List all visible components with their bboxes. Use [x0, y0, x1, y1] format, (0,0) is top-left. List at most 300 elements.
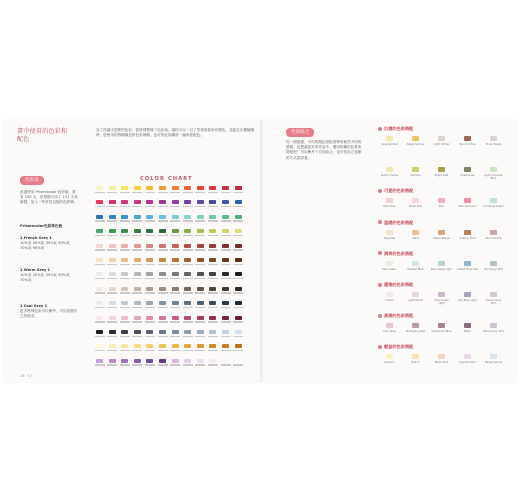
chart-swatch: [235, 287, 242, 291]
chart-swatch-caption: [170, 206, 180, 207]
chart-swatch: [209, 272, 216, 276]
chart-swatch: [222, 186, 229, 190]
chart-swatch: [121, 287, 128, 291]
combo-swatch: [438, 292, 445, 297]
combo-swatch: [490, 230, 497, 235]
chart-swatch: [184, 344, 191, 348]
chart-swatch-caption: [183, 350, 193, 351]
chart-swatch-caption: [95, 278, 105, 279]
chart-swatch: [121, 344, 128, 348]
chart-swatch: [235, 215, 242, 219]
chart-swatch-caption: [132, 278, 142, 279]
combo-swatch-name: Eggshell: [384, 236, 395, 240]
chart-swatch-caption: [145, 364, 155, 365]
chart-swatch: [235, 244, 242, 248]
chart-swatch: [235, 200, 242, 204]
chart-swatch: [222, 244, 229, 248]
chart-swatch: [159, 316, 166, 320]
combo-swatch-name: Light Cerulean Blue: [484, 174, 503, 181]
cool-grey-text: 更多特殊色彩可以參考，可以依據自己的需求。: [20, 309, 78, 319]
chart-swatch: [96, 244, 103, 248]
combo-swatch-name: Jasmine: [410, 174, 421, 178]
group-title: 高雅的色彩搭配: [384, 313, 414, 319]
chart-swatch-caption: [120, 307, 130, 308]
chart-swatch: [184, 229, 191, 233]
chart-swatch: [121, 200, 128, 204]
combo-swatch: [490, 167, 497, 172]
chart-swatch-caption: [233, 336, 243, 337]
chart-swatch-caption: [170, 264, 180, 265]
chart-swatch-caption: [233, 264, 243, 265]
chart-swatch-caption: [132, 350, 142, 351]
chart-swatch-caption: [221, 235, 231, 236]
chart-swatch: [109, 258, 116, 262]
chart-swatch-caption: [95, 364, 105, 365]
chart-swatch-caption: [132, 264, 142, 265]
chart-swatch-caption: [158, 307, 168, 308]
chart-swatch: [134, 344, 141, 348]
chart-swatch: [96, 200, 103, 204]
cool-grey-label: 1 Cool Grey 1: [20, 304, 48, 308]
chart-swatch-caption: [107, 350, 117, 351]
chart-swatch: [184, 272, 191, 276]
group-title: 沉穩的色彩搭配: [384, 126, 414, 131]
chart-swatch-caption: [120, 336, 130, 337]
combo-swatch-name: Pear Green: [382, 267, 397, 271]
chart-swatch-caption: [183, 220, 193, 221]
chart-swatch: [222, 287, 229, 291]
chart-swatch: [159, 272, 166, 276]
combo-swatch: [386, 198, 393, 203]
chart-swatch-caption: [195, 235, 205, 236]
chart-swatch-caption: [107, 364, 117, 365]
chart-swatch-caption: [208, 292, 218, 293]
chart-swatch-caption: [145, 307, 155, 308]
combo-swatch-name: Powder Blue: [407, 267, 424, 271]
chart-swatch: [184, 359, 191, 363]
chart-swatch-caption: [233, 235, 243, 236]
chart-swatch: [109, 186, 116, 190]
chart-swatch-caption: [158, 336, 168, 337]
chart-swatch-caption: [132, 292, 142, 293]
chart-swatch-caption: [195, 264, 205, 265]
chart-swatch-caption: [183, 321, 193, 322]
chart-swatch: [172, 301, 179, 305]
group-bullet-icon: [378, 283, 382, 287]
chart-swatch-caption: [158, 220, 168, 221]
chart-swatch-caption: [183, 336, 193, 337]
chart-swatch: [222, 258, 229, 262]
chart-swatch: [209, 359, 216, 363]
chart-swatch-caption: [145, 220, 155, 221]
chart-swatch: [96, 215, 103, 219]
chart-swatch: [184, 244, 191, 248]
combo-swatch: [490, 354, 497, 359]
chart-swatch: [159, 229, 166, 233]
combo-swatch-name: Light Umber: [433, 143, 450, 146]
chart-swatch: [134, 186, 141, 190]
combo-swatch-name: Grey Green Light: [434, 299, 449, 305]
chart-swatch-caption: [195, 336, 205, 337]
chart-swatch: [222, 359, 229, 363]
combo-swatch: [386, 323, 393, 328]
chart-swatch: [134, 359, 141, 363]
chart-swatch-caption: [120, 292, 130, 293]
chart-swatch-caption: [107, 278, 117, 279]
combo-swatch-name: Blush Pink: [408, 205, 423, 209]
chart-swatch-caption: [170, 220, 180, 221]
prismacolor-label: Prismacolor色鉛筆色號: [20, 224, 62, 228]
chart-swatch: [109, 287, 116, 291]
chart-swatch: [134, 200, 141, 204]
chart-swatch: [109, 359, 116, 363]
chart-swatch-caption: [95, 264, 105, 265]
combo-swatch: [412, 323, 419, 328]
chart-swatch: [121, 359, 128, 363]
combo-swatch-name: Spanish Pink: [459, 361, 476, 365]
chart-swatch-caption: [132, 235, 142, 236]
chart-swatch-caption: [107, 292, 117, 293]
chart-swatch-caption: [208, 206, 218, 207]
chart-swatch-caption: [95, 192, 105, 193]
chart-swatch-caption: [195, 249, 205, 250]
chart-swatch-caption: [95, 206, 105, 207]
chart-swatch: [209, 200, 216, 204]
chart-swatch: [134, 215, 141, 219]
combo-swatch-name: Burnt Ochre: [459, 143, 476, 146]
chart-swatch-caption: [120, 206, 130, 207]
chart-swatch: [96, 316, 103, 320]
chart-swatch: [184, 186, 191, 190]
chart-swatch: [172, 215, 179, 219]
chart-swatch: [184, 258, 191, 262]
chart-swatch-caption: [195, 278, 205, 279]
combo-swatch-name: Goldenrod Blue: [431, 330, 452, 334]
chart-swatch-caption: [221, 264, 231, 265]
chart-swatch-caption: [195, 307, 205, 308]
chart-swatch: [197, 359, 204, 363]
group-title: 溫暖的色彩搭配: [384, 219, 414, 225]
chart-swatch: [222, 215, 229, 219]
chart-swatch: [172, 200, 179, 204]
chart-swatch-caption: [170, 278, 180, 279]
chart-swatch: [222, 330, 229, 334]
chart-swatch-caption: [233, 292, 243, 293]
chart-swatch-caption: [120, 220, 130, 221]
combo-swatch-name: Beige Sienna: [406, 143, 424, 146]
chart-swatch-caption: [195, 292, 205, 293]
combo-swatch: [412, 292, 419, 297]
combo-swatch-name: Beige Sienna: [484, 361, 502, 365]
chart-swatch-caption: [120, 364, 130, 365]
chart-swatch: [96, 258, 103, 262]
chart-swatch-caption: [183, 192, 193, 193]
combo-swatch: [438, 323, 445, 328]
warm-grey-label: 1 Warm Grey 1: [20, 268, 51, 272]
chart-swatch-caption: [158, 249, 168, 250]
chart-swatch-caption: [132, 336, 142, 337]
chart-swatch: [197, 215, 204, 219]
combo-swatch-name: Blush Pink: [434, 361, 449, 365]
chart-swatch-caption: [120, 235, 130, 236]
chart-swatch: [209, 244, 216, 248]
chart-swatch: [209, 215, 216, 219]
chart-swatch-caption: [183, 206, 193, 207]
combo-swatch: [386, 136, 393, 141]
chart-swatch-caption: [170, 350, 180, 351]
group-title: 可愛的色彩搭配: [384, 188, 414, 194]
chart-swatch: [172, 229, 179, 233]
chart-swatch: [96, 301, 103, 305]
chart-swatch-caption: [120, 278, 130, 279]
chart-swatch: [197, 272, 204, 276]
chart-swatch-caption: [145, 278, 155, 279]
chart-swatch: [159, 287, 166, 291]
combo-swatch: [464, 136, 471, 141]
chart-swatch-caption: [107, 336, 117, 337]
combo-swatch: [386, 167, 393, 172]
chart-swatch-caption: [132, 220, 142, 221]
chart-swatch: [159, 301, 166, 305]
chart-swatch: [222, 229, 229, 233]
chart-swatch-caption: [107, 206, 117, 207]
chart-swatch: [121, 301, 128, 305]
chart-swatch: [184, 316, 191, 320]
chart-swatch: [146, 200, 153, 204]
chart-swatch-caption: [170, 192, 180, 193]
combo-swatch-name: Pink Rose: [383, 205, 396, 209]
combo-swatch-name: Light Peach: [407, 299, 424, 302]
chart-swatch: [235, 316, 242, 320]
chart-swatch: [159, 359, 166, 363]
combinations-intro: 同一個插畫，不同的顏色搭配會帶來截然不同的感覺，也想讓更多的作品中，運用相鄰的色系來搭配吧！可以參考下方的組合，也可依自己喜歡的方式試試看。: [286, 140, 362, 160]
combo-swatch: [438, 354, 445, 359]
combo-swatch-name: Blue Violet Light: [430, 267, 453, 271]
chart-swatch-caption: [208, 364, 218, 365]
chart-swatch-caption: [233, 307, 243, 308]
chart-swatch-caption: [107, 307, 117, 308]
combo-swatch-name: Cool Grey 20%: [483, 267, 504, 271]
chart-swatch-caption: [132, 364, 142, 365]
chart-swatch-caption: [145, 264, 155, 265]
chart-swatch-caption: [183, 364, 193, 365]
combo-swatch: [412, 198, 419, 203]
block-text: 此書使用 Prismacolor 色鉛筆，我有 150 支，但實際只用了 111 支來繪製，加上一些常見以後的色鉛筆。: [20, 190, 78, 205]
chart-swatch-caption: [132, 321, 142, 322]
chart-swatch-caption: [145, 292, 155, 293]
combo-swatch-name: Jasmine: [384, 361, 395, 365]
chart-swatch: [134, 258, 141, 262]
combo-swatch: [386, 230, 393, 235]
combo-swatch-name: Black: [463, 330, 472, 334]
combo-swatch: [464, 292, 471, 297]
chart-swatch-caption: [183, 235, 193, 236]
chart-swatch-caption: [208, 307, 218, 308]
chart-swatch: [146, 359, 153, 363]
combo-swatch: [412, 136, 419, 141]
chart-swatch-caption: [158, 235, 168, 236]
chart-swatch-caption: [208, 336, 218, 337]
chart-swatch-caption: [221, 206, 231, 207]
chart-swatch-caption: [145, 249, 155, 250]
combo-swatch-name: French Grey 10%: [485, 299, 502, 305]
chart-swatch: [146, 301, 153, 305]
chart-swatch-caption: [195, 321, 205, 322]
chart-swatch: [146, 344, 153, 348]
chart-swatch: [109, 272, 116, 276]
combo-swatch: [490, 323, 497, 328]
chart-swatch: [159, 186, 166, 190]
chart-swatch: [109, 301, 116, 305]
chart-swatch-caption: [120, 264, 130, 265]
chart-swatch-caption: [132, 307, 142, 308]
chart-swatch-caption: [221, 192, 231, 193]
chart-swatch-caption: [145, 235, 155, 236]
chart-swatch: [121, 330, 128, 334]
chart-swatch: [146, 229, 153, 233]
chart-swatch: [134, 330, 141, 334]
warm-grey-text: 10%灰 20%灰 30%灰 50%灰 70%灰: [20, 273, 70, 283]
chart-swatch-caption: [95, 249, 105, 250]
chart-swatch-caption: [170, 336, 180, 337]
chart-swatch-caption: [221, 350, 231, 351]
chart-swatch: [96, 344, 103, 348]
chart-swatch-caption: [145, 206, 155, 207]
chart-swatch-caption: [95, 235, 105, 236]
chart-swatch-caption: [107, 192, 117, 193]
chart-swatch-caption: [95, 321, 105, 322]
french-grey-text: 10%灰 20%灰 30%灰 50%灰 70%灰 90%灰: [20, 241, 70, 251]
combo-swatch-name: Sand: [412, 236, 419, 240]
chart-swatch-caption: [145, 336, 155, 337]
chart-swatch: [222, 316, 229, 320]
group-title: 優雅的色彩搭配: [384, 282, 414, 287]
chart-swatch-caption: [95, 307, 105, 308]
combo-swatch-name: Lemon Yellow: [380, 174, 399, 178]
chart-swatch: [159, 344, 166, 348]
chart-swatch-caption: [158, 364, 168, 365]
chart-swatch-caption: [233, 278, 243, 279]
book-gutter: [260, 120, 264, 382]
chart-swatch-caption: [145, 192, 155, 193]
chart-swatch: [235, 301, 242, 305]
combo-swatch-name: Pale Vermilion: [458, 205, 477, 209]
chart-swatch-caption: [132, 192, 142, 193]
chart-swatch-caption: [221, 278, 231, 279]
combo-swatch-name: Pink: [438, 205, 445, 209]
chart-swatch: [172, 244, 179, 248]
chart-swatch-caption: [208, 235, 218, 236]
chart-swatch: [209, 330, 216, 334]
chart-swatch: [146, 287, 153, 291]
chart-swatch: [184, 287, 191, 291]
chart-swatch: [134, 316, 141, 320]
combo-swatch-name: Spanish Red: [381, 143, 398, 146]
chart-swatch-caption: [120, 249, 130, 250]
chart-swatch: [222, 272, 229, 276]
chart-swatch-caption: [183, 278, 193, 279]
chart-swatch: [96, 330, 103, 334]
chart-swatch: [134, 272, 141, 276]
chart-swatch: [172, 186, 179, 190]
combo-swatch: [386, 292, 393, 297]
chart-swatch: [159, 258, 166, 262]
chart-swatch: [172, 258, 179, 262]
combo-swatch: [412, 230, 419, 235]
chart-swatch: [109, 344, 116, 348]
intro-text: 為了再讓出您要的色彩，我特別整理了色彩表，讓你可以一目了然看著我所有顏色，並能在反覆繪圖時，您使用的每種顏色的色彩號碼，也可依此再練習一遍所需配色。: [96, 128, 255, 138]
group-bullet-icon: [378, 127, 382, 131]
combo-swatch: [386, 354, 393, 359]
chart-swatch-caption: [170, 249, 180, 250]
chart-swatch-caption: [170, 307, 180, 308]
page-title: 畫中使用的色彩和配色: [17, 128, 68, 143]
chart-swatch: [146, 316, 153, 320]
chart-swatch: [109, 244, 116, 248]
chart-swatch-caption: [233, 249, 243, 250]
chart-swatch: [235, 229, 242, 233]
chart-swatch: [222, 301, 229, 305]
chart-swatch-caption: [233, 192, 243, 193]
chart-swatch: [209, 229, 216, 233]
chart-swatch-caption: [208, 249, 218, 250]
chart-swatch: [121, 186, 128, 190]
chart-swatch-caption: [221, 249, 231, 250]
chart-swatch: [235, 186, 242, 190]
chart-swatch: [197, 344, 204, 348]
chart-swatch: [209, 301, 216, 305]
chart-swatch: [184, 200, 191, 204]
chart-swatch: [235, 272, 242, 276]
chart-swatch: [222, 344, 229, 348]
chart-swatch-caption: [183, 249, 193, 250]
chart-swatch: [159, 200, 166, 204]
chart-swatch-caption: [158, 192, 168, 193]
chart-swatch: [134, 244, 141, 248]
combo-swatch: [412, 354, 419, 359]
chart-swatch: [146, 272, 153, 276]
chart-swatch: [209, 344, 216, 348]
chart-swatch: [146, 258, 153, 262]
combo-swatch: [464, 354, 471, 359]
chart-swatch: [159, 330, 166, 334]
combo-swatch-name: Warm Grey 20%: [482, 330, 505, 334]
chart-swatch: [121, 258, 128, 262]
group-bullet-icon: [378, 314, 382, 318]
chart-swatch: [209, 316, 216, 320]
chart-swatch-caption: [208, 321, 218, 322]
chart-swatch: [184, 330, 191, 334]
chart-swatch-caption: [132, 249, 142, 250]
chart-swatch: [209, 258, 216, 262]
chart-swatch: [121, 272, 128, 276]
chart-swatch-caption: [170, 321, 180, 322]
chart-swatch-caption: [145, 321, 155, 322]
chart-swatch-caption: [208, 192, 218, 193]
chart-swatch-caption: [158, 350, 168, 351]
combo-swatch-name: Poppy Red: [434, 174, 449, 178]
chart-swatch: [197, 186, 204, 190]
chart-swatch: [172, 330, 179, 334]
chart-swatch-caption: [120, 192, 130, 193]
chart-swatch-caption: [183, 307, 193, 308]
chart-swatch: [96, 186, 103, 190]
combo-swatch: [490, 136, 497, 141]
chart-swatch-caption: [195, 220, 205, 221]
chart-swatch: [235, 258, 242, 262]
chart-swatch: [172, 287, 179, 291]
chart-swatch-caption: [208, 350, 218, 351]
